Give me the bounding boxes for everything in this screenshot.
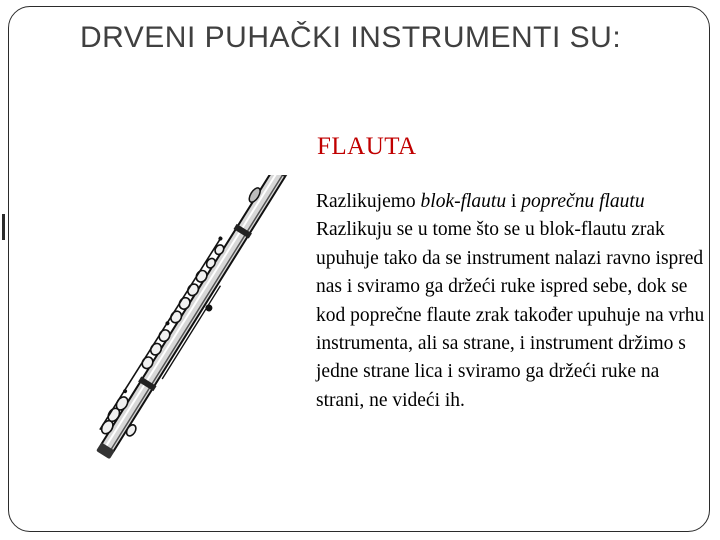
paragraph-types [316, 188, 711, 216]
frame-edge-mark [2, 214, 5, 240]
flute-image [88, 175, 288, 465]
paragraph-difference: Razlikuju se u tome što se u blok-flautu zrak upuhuje tako da se instrument nalazi ravno ispred nas i sviramo ga držeći ruke ispred sebe, dok se kod poprečne flaute zrak također upuhuje na vrhu instrumenta, ali sa strane, i instrument držimo s jedne strane lica i sviramo ga držeći ruke na strani, ne videći ih. [316, 219, 705, 411]
term-poprecna-flauta: poprečnu flautu [521, 191, 645, 212]
paragraph-types-prefix: Razlikujemo [316, 191, 421, 212]
slide-body [316, 188, 711, 415]
paragraph-types-middle: i [506, 191, 522, 212]
slide-title: DRVENI PUHAČKI INSTRUMENTI SU: [80, 21, 622, 54]
instrument-heading: FLAUTA [317, 133, 417, 160]
term-blok-flauta: blok-flautu [420, 191, 507, 212]
